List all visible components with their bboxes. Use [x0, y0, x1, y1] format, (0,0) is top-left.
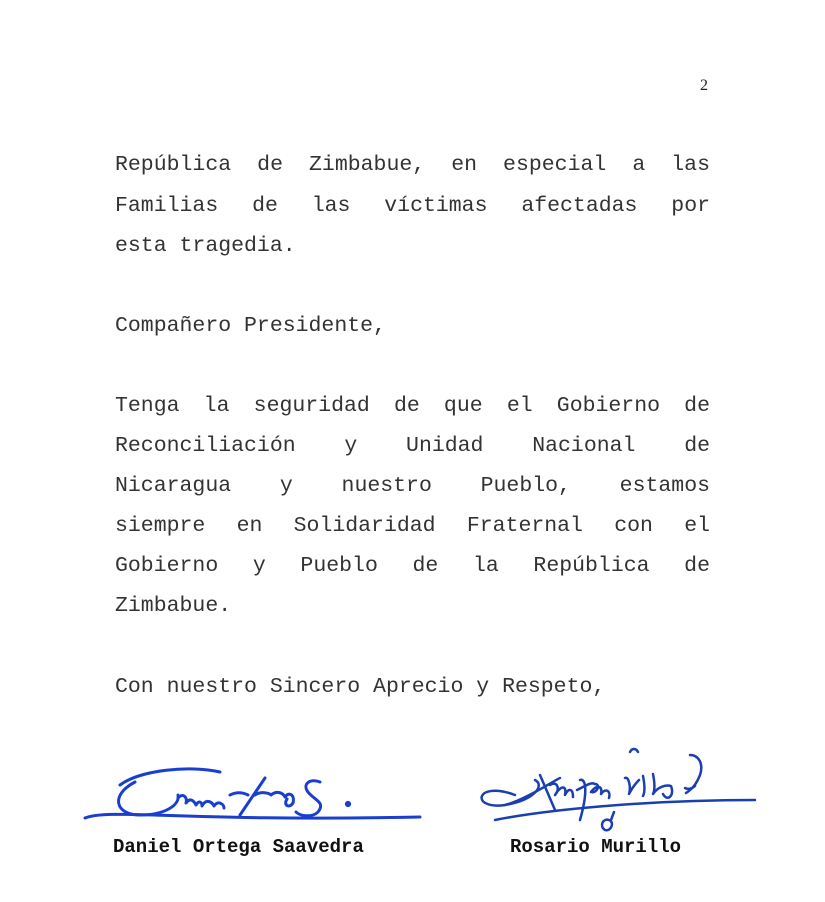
paragraph-line: Familias de las víctimas afectadas por — [115, 194, 710, 218]
paragraph-line: Gobierno y Pueblo de la República de — [115, 554, 710, 578]
paragraph-line: Nicaragua y nuestro Pueblo, estamos — [115, 474, 710, 498]
signature-rosario-murillo — [465, 740, 765, 840]
paragraph-line: esta tragedia. — [115, 234, 296, 258]
paragraph-line: República de Zimbabue, en especial a las — [115, 153, 710, 177]
signature-daniel-ortega — [80, 760, 440, 835]
paragraph-line: Reconciliación y Unidad Nacional de — [115, 434, 710, 458]
page-number: 2 — [700, 77, 708, 94]
signatory-name-right: Rosario Murillo — [510, 836, 682, 858]
paragraph-line: siempre en Solidaridad Fraternal con el — [115, 514, 710, 538]
closing: Con nuestro Sincero Aprecio y Respeto, — [115, 675, 606, 699]
salutation: Compañero Presidente, — [115, 314, 386, 338]
paragraph-line: Tenga la seguridad de que el Gobierno de — [115, 394, 710, 418]
paragraph-line: Zimbabue. — [115, 594, 232, 618]
signatory-name-left: Daniel Ortega Saavedra — [113, 836, 364, 858]
